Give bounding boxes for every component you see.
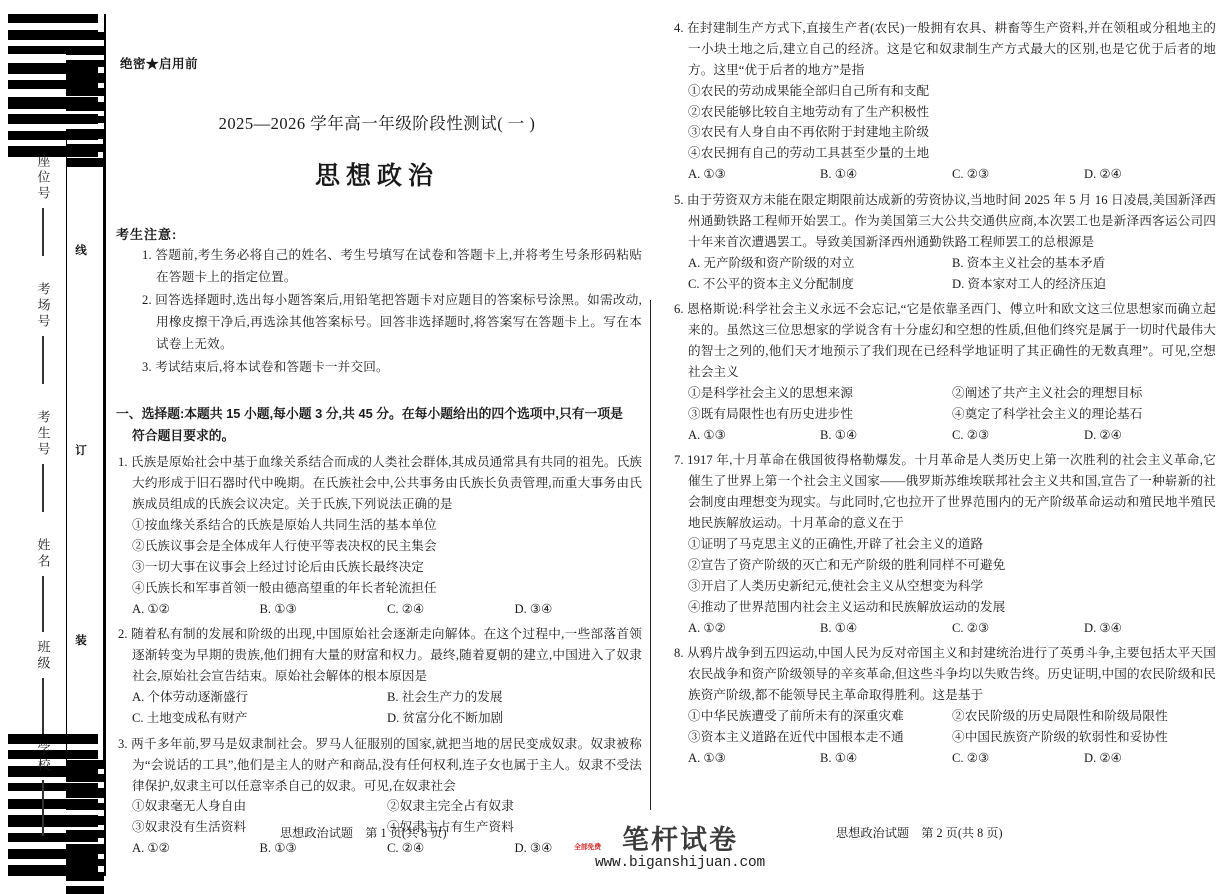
question-item: ④中国民族资产阶级的软弱性和妥协性 bbox=[952, 729, 1168, 744]
page-title: 2025—2026 学年高一年级阶段性测试( 一 ) bbox=[218, 114, 536, 133]
section-heading bbox=[116, 403, 642, 447]
seal-mark-2: 装 bbox=[74, 634, 86, 647]
field-exam-room-number[interactable] bbox=[28, 282, 58, 384]
question-item-row bbox=[672, 404, 1216, 425]
notice-heading: 考生注意: bbox=[116, 227, 178, 242]
question-item-row bbox=[116, 796, 642, 817]
question-options bbox=[116, 687, 642, 730]
watermark-free-tag: 全部免费 bbox=[574, 844, 601, 851]
notice-list bbox=[112, 245, 642, 379]
inner-barcode-bottom bbox=[66, 760, 104, 894]
option-choice[interactable]: C. 不公平的资本主义分配制度 bbox=[688, 276, 854, 291]
option-choice[interactable]: C. ②③ bbox=[952, 167, 990, 182]
question-stem: 5. 由于劳资双方未能在限定期限前达成新的劳资协议,当地时间 2025 年 5 月 16 日凌晨,美国新泽西州通勤铁路工程师开始罢工。作为美国第三大公共交通供应商,本次罢工也是新泽西客运公司四十年来首次遭遇罢工。导致美国新泽西州通勤铁路工程师罢工的总根源是 bbox=[674, 192, 1216, 249]
question-item: ③开启了人类历史新纪元,使社会主义从空想变为科学 bbox=[688, 578, 984, 593]
question-item: ④奠定了科学社会主义的理论基石 bbox=[952, 406, 1143, 421]
question-item: ①是科学社会主义的思想来源 bbox=[688, 385, 854, 400]
watermark-brand-text: 笔杆试卷 bbox=[622, 825, 738, 855]
option-choice[interactable]: D. 资本家对工人的经济压迫 bbox=[952, 276, 1106, 291]
question-item: ②农民阶级的历史局限性和阶级局限性 bbox=[952, 708, 1168, 723]
field-name[interactable] bbox=[28, 538, 58, 632]
question-item: ②宣告了资产阶级的灭亡和无产阶级的胜利同样不可避免 bbox=[688, 557, 1006, 572]
question bbox=[116, 734, 642, 860]
question-item: ③资本主义道路在近代中国根本走不通 bbox=[688, 729, 904, 744]
option-choice[interactable]: B. ①④ bbox=[820, 750, 858, 765]
question-stem: 3. 两千多年前,罗马是奴隶制社会。罗马人征服别的国家,就把当地的居民变成奴隶。奴隶被称为“会说话的工具”,他们是主人的财产和商品,没有任何权利,连子女也属于主人。奴隶不受法律保护,奴隶主可以任意宰杀自己的奴隶。可见,在奴隶社会 bbox=[118, 736, 642, 793]
watermark-url: www.biganshijuan.com bbox=[594, 855, 766, 871]
question-item: ③农民有人身自由不再依附于封建地主阶级 bbox=[688, 125, 930, 140]
option-choice[interactable]: A. 个体劳动逐渐盛行 bbox=[132, 690, 249, 704]
seal-mark-1: 订 bbox=[74, 444, 86, 457]
option-choice[interactable]: C. ②④ bbox=[387, 841, 425, 856]
field-label: 班级 bbox=[35, 640, 51, 672]
option-choice[interactable]: A. ①② bbox=[132, 601, 170, 616]
question-item: ②阐述了共产主义社会的理想目标 bbox=[952, 385, 1143, 400]
option-choice[interactable]: C. ②④ bbox=[387, 601, 425, 616]
question-item: ③一切大事在议事会上经过讨论后由氏族长最终决定 bbox=[132, 559, 424, 574]
question-item: ②农民能够比较自主地劳动有了生产积极性 bbox=[688, 104, 930, 119]
question-item: ④推动了世界范围内社会主义运动和民族解放运动的发展 bbox=[688, 599, 1006, 614]
field-label: 座位号 bbox=[35, 154, 51, 202]
question-stem: 6. 恩格斯说:科学社会主义永远不会忘记,“它是依靠圣西门、傅立叶和欧文这三位思想家而确立起来的。虽然这三位思想家的学说含有十分虚幻和空想的性质,但他们终究是属于一切时代最伟大的智士之列的,他们天才地预示了我们现在已经科学地证明了其正确性的无数真理”。可见,空想社会主义 bbox=[674, 302, 1216, 380]
question-item: ④农民拥有自己的劳动工具甚至少量的土地 bbox=[688, 146, 930, 161]
column-divider bbox=[650, 300, 651, 810]
question bbox=[116, 452, 642, 620]
field-label: 考场号 bbox=[35, 282, 51, 330]
question-item: ②氏族议事会是全体成年人行使平等表决权的民主集会 bbox=[132, 539, 437, 553]
question-item: ③奴隶没有生活资料 bbox=[132, 820, 247, 835]
question bbox=[116, 624, 642, 729]
option-choice[interactable]: A. ①③ bbox=[688, 750, 726, 765]
section-heading-line2: 符合题目要求的。 bbox=[132, 427, 235, 443]
option-choice[interactable]: B. ①④ bbox=[820, 167, 858, 182]
footer-left: 思想政治试题 第 1 页(共 8 页) bbox=[280, 826, 447, 840]
subject-title: 思想政治 bbox=[314, 162, 439, 190]
question-options bbox=[672, 425, 1216, 447]
option-choice[interactable]: C. ②③ bbox=[952, 620, 990, 635]
seal-mark-0: 线 bbox=[74, 244, 86, 257]
question-options bbox=[116, 838, 642, 860]
option-choice[interactable]: A. ①② bbox=[132, 841, 170, 856]
question-stem: 4. 在封建制生产方式下,直接生产者(农民)一般拥有农具、耕畜等生产资料,并在领租或分租地主的一小块土地之后,建立自己的经济。这是它和奴隶制生产方式最大的区别,也是它优于后者的地方。这里“优于后者的地方”是指 bbox=[674, 21, 1216, 77]
question-options bbox=[672, 618, 1216, 640]
question-item: ③既有局限性也有历史进步性 bbox=[688, 406, 854, 421]
question-item: ①中华民族遭受了前所未有的深重灾难 bbox=[688, 708, 904, 723]
option-choice[interactable]: B. 社会生产力的发展 bbox=[387, 690, 503, 704]
option-choice[interactable]: A. ①③ bbox=[688, 427, 726, 442]
question bbox=[672, 190, 1216, 295]
question-item: ④氏族长和军事首领一般由德高望重的年长者轮流担任 bbox=[132, 580, 437, 595]
field-label: 学校 bbox=[35, 742, 51, 774]
section-heading-line1: 一、选择题:本题共 15 小题,每小题 3 分,共 45 分。在每小题给出的四个选项中,只有一项是 bbox=[116, 405, 623, 421]
field-label: 考生号 bbox=[35, 410, 51, 458]
option-choice[interactable]: D. ②④ bbox=[1084, 427, 1122, 442]
option-choice[interactable]: D. ②④ bbox=[1084, 167, 1122, 182]
option-choice[interactable]: B. ①④ bbox=[820, 427, 858, 442]
field-candidate-number[interactable] bbox=[28, 410, 58, 512]
watermark-brand bbox=[574, 825, 780, 855]
option-choice[interactable]: D. ③④ bbox=[514, 601, 553, 616]
option-choice[interactable]: B. ①④ bbox=[820, 620, 858, 635]
option-choice[interactable]: C. ②③ bbox=[952, 750, 990, 765]
option-choice[interactable]: D. 贫富分化不断加剧 bbox=[387, 711, 504, 726]
option-choice[interactable]: B. 资本主义社会的基本矛盾 bbox=[952, 255, 1106, 270]
question bbox=[672, 18, 1216, 186]
question bbox=[672, 299, 1216, 446]
binding-frame-line bbox=[104, 14, 106, 876]
column-left bbox=[112, 14, 642, 879]
questions-left bbox=[112, 452, 642, 859]
secret-notice: 绝密★启用前 bbox=[120, 57, 199, 71]
notice-item: 2. 回答选择题时,选出每小题答案后,用铅笔把答题卡对应题目的答案标号涂黑。如需改动,用橡皮擦干净后,再选涂其他答案标号。回答非选择题时,将答案写在答题卡上。写在本试卷上无效。 bbox=[142, 293, 642, 351]
option-choice[interactable]: A. 无产阶级和资产阶级的对立 bbox=[688, 255, 855, 270]
option-choice[interactable]: D. ③④ bbox=[514, 841, 553, 856]
question-stem: 1. 氏族是原始社会中基于血缘关系结合而成的人类社会群体,其成员通常具有共同的祖先。氏族大约形成于旧石器时代中晚期。在氏族社会中,公共事务由氏族长负责管理,而重大事务由氏族成员组成的氏族会议决定。关于氏族,下列说法正确的是 bbox=[118, 455, 642, 512]
option-choice[interactable]: B. ①③ bbox=[259, 601, 297, 616]
option-choice[interactable]: C. 土地变成私有财产 bbox=[132, 711, 248, 726]
question-stem: 2. 随着私有制的发展和阶级的出现,中国原始社会逐渐走向解体。在这个过程中,一些部落首领逐渐转变为早期的贵族,他们拥有大量的财富和权力。最终,随着夏朝的建立,中国进入了奴隶社会,原始社会宣告结束。原始社会解体的根本原因是 bbox=[118, 627, 642, 684]
column-right bbox=[668, 14, 1216, 879]
notice-item: 1. 答题前,考生务必将自己的姓名、考生号填写在试卷和答题卡上,并将考生号条形码粘贴在答题卡上的指定位置。 bbox=[142, 248, 642, 284]
content-area bbox=[112, 14, 1218, 879]
question-item: ①证明了马克思主义的正确性,开辟了社会主义的道路 bbox=[688, 536, 984, 551]
question-options bbox=[672, 164, 1216, 186]
option-choice[interactable]: D. ③④ bbox=[1084, 620, 1122, 635]
question-item: ①按血缘关系结合的氏族是原始人共同生活的基本单位 bbox=[132, 518, 437, 533]
question-item: ①奴隶毫无人身自由 bbox=[132, 799, 247, 814]
questions-right bbox=[668, 18, 1216, 769]
binding-strip bbox=[8, 14, 108, 876]
option-choice[interactable]: B. ①③ bbox=[259, 841, 297, 856]
question bbox=[672, 450, 1216, 639]
question bbox=[672, 643, 1216, 769]
field-seat-number[interactable] bbox=[28, 154, 58, 256]
question-options bbox=[116, 599, 642, 621]
footer-right: 思想政治试题 第 2 页(共 8 页) bbox=[836, 826, 1003, 840]
watermark bbox=[574, 825, 780, 871]
question-item-row bbox=[672, 706, 1216, 727]
question-item-row bbox=[672, 727, 1216, 748]
option-choice[interactable]: C. ②③ bbox=[952, 427, 990, 442]
field-class[interactable] bbox=[28, 640, 58, 734]
question-item: ①农民的劳动成果能全部归自己所有和支配 bbox=[688, 83, 930, 98]
field-school[interactable] bbox=[28, 742, 58, 836]
notice-item: 3. 考试结束后,将本试卷和答题卡一并交回。 bbox=[142, 360, 389, 375]
field-label: 姓名 bbox=[35, 538, 51, 570]
question-item-row bbox=[672, 383, 1216, 404]
option-choice[interactable]: A. ①③ bbox=[688, 167, 726, 182]
option-choice[interactable]: D. ②④ bbox=[1084, 750, 1122, 765]
question-options bbox=[672, 253, 1216, 296]
question-options bbox=[672, 748, 1216, 770]
question-stem: 8. 从鸦片战争到五四运动,中国人民为反对帝国主义和封建统治进行了英勇斗争,主要包括太平天国农民战争和资产阶级领导的辛亥革命,但这些斗争均以失败告终。历史证明,中国的农民阶级和民族资产阶级,都不能领导民主革命取得胜利。这是基于 bbox=[674, 646, 1216, 702]
option-choice[interactable]: A. ①② bbox=[688, 620, 726, 635]
question-item: ④奴隶主占有生产资料 bbox=[387, 820, 514, 835]
question-stem: 7. 1917 年,十月革命在俄国彼得格勒爆发。十月革命是人类历史上第一次胜利的社会主义革命,它催生了世界上第一个社会主义国家——俄罗斯苏维埃联邦社会主义共和国,宣告了一种崭新的社会制度由理想变为现实。与此同时,它也拉开了世界范围内的无产阶级革命运动和殖民地半殖民地民族解放运动。十月革命的意义在于 bbox=[674, 453, 1216, 531]
question-item: ②奴隶主完全占有奴隶 bbox=[387, 799, 514, 814]
